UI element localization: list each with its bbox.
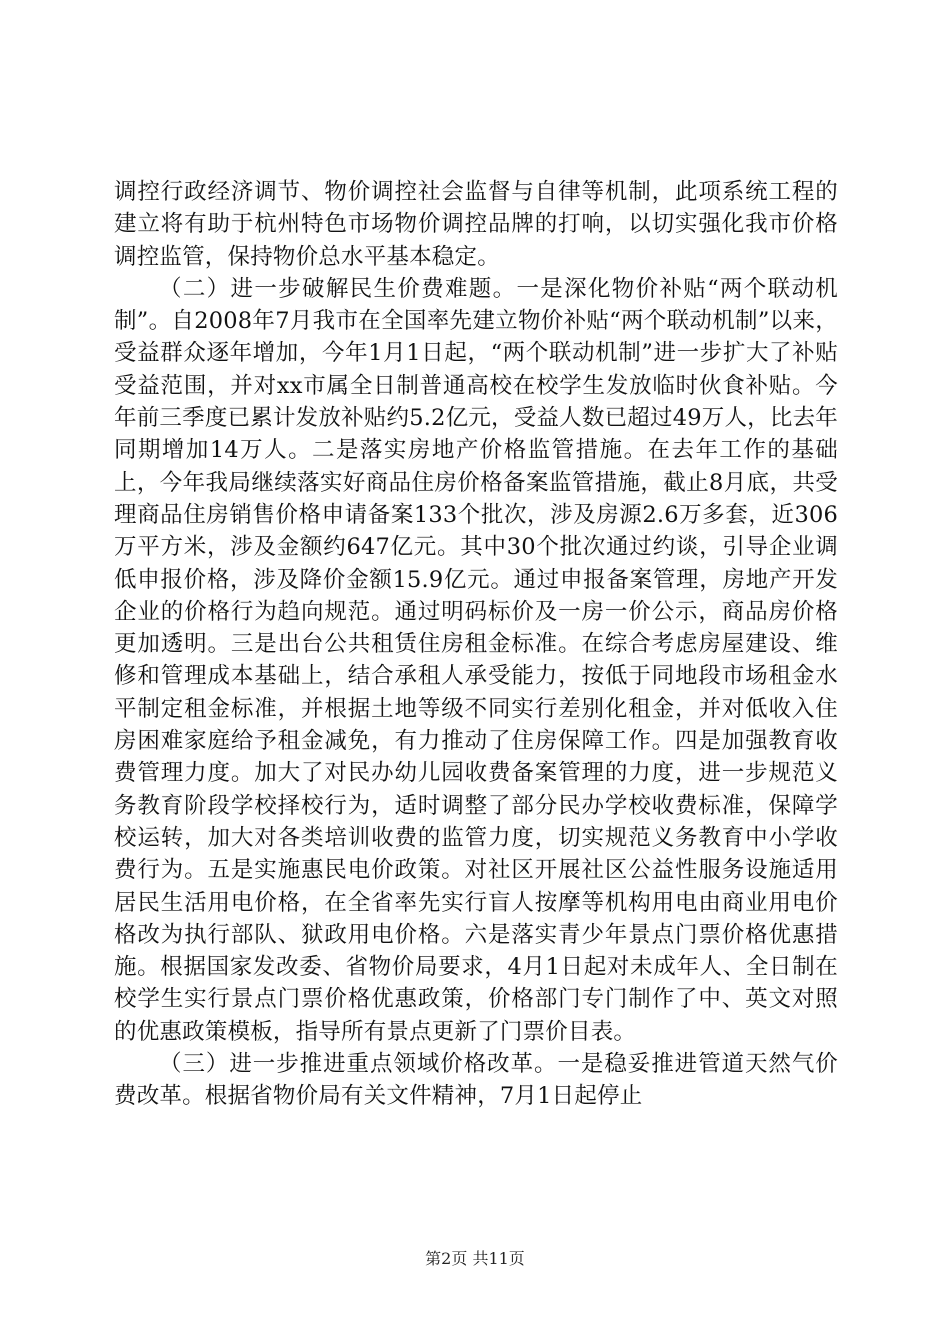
paragraph-continuation: 调控行政经济调节、物价调控社会监督与自律等机制，此项系统工程的建立将有助于杭州特色市场物价调控品牌的打响，以切实强化我市价格调控监管，保持物价总水平基本稳定。 (114, 179, 838, 270)
paragraph-section-2: （二）进一步破解民生价费难题。一是深化物价补贴“两个联动机制”。自2008年7月我市在全国率先建立物价补贴“两个联动机制”以来，受益群众逐年增加，今年1月1日起，“两个联动机制”进一步扩大了补贴受益范围，并对xx市属全日制普通高校在校学生发放临时伙食补贴。今年前三季度已累计发放补贴约5.2亿元，受益人数已超过49万人，比去年同期增加14万人。二是落实房地产价格监管措施。在去年工作的基础上，今年我局继续落实好商品住房价格备案监管措施，截止8月底，共受理商品住房销售价格申请备案133个批次，涉及房源2.6万多套，近306万平方米，涉及金额约647亿元。其中30个批次通过约谈，引导企业调低申报价格，涉及降价金额15.9亿元。通过申报备案管理，房地产开发企业的价格行为趋向规范。通过明码标价及一房一价公示，商品房价格更加透明。三是出台公共租赁住房租金标准。在综合考虑房屋建设、维修和管理成本基础上，结合承租人承受能力，按低于同地段市场租金水平制定租金标准，并根据土地等级不同实行差别化租金，并对低收入住房困难家庭给予租金减免，有力推动了住房保障工作。四是加强教育收费管理力度。加大了对民办幼儿园收费备案管理的力度，进一步规范义务教育阶段学校择校行为，适时调整了部分民办学校收费标准，保障学校运转，加大对各类培训收费的监管力度，切实规范义务教育中小学收费行为。五是实施惠民电价政策。对社区开展社区公益性服务设施适用居民生活用电价格，在全省率先实行盲人按摩等机构用电由商业用电价格改为执行部队、狱政用电价格。六是落实青少年景点门票价格优惠措施。根据国家发改委、省物价局要求，4月1日起对未成年人、全日制在校学生实行景点门票价格优惠政策，价格部门专门制作了中、英文对照的优惠政策模板，指导所有景点更新了门票价目表。 (114, 275, 838, 1045)
document-body (114, 176, 838, 1113)
paragraph-section-3: （三）进一步推进重点领域价格改革。一是稳妥推进管道天然气价费改革。根据省物价局有关文件精神，7月1日起停止 (114, 1051, 838, 1110)
page-footer: 第2页 共11页 (425, 1249, 525, 1268)
